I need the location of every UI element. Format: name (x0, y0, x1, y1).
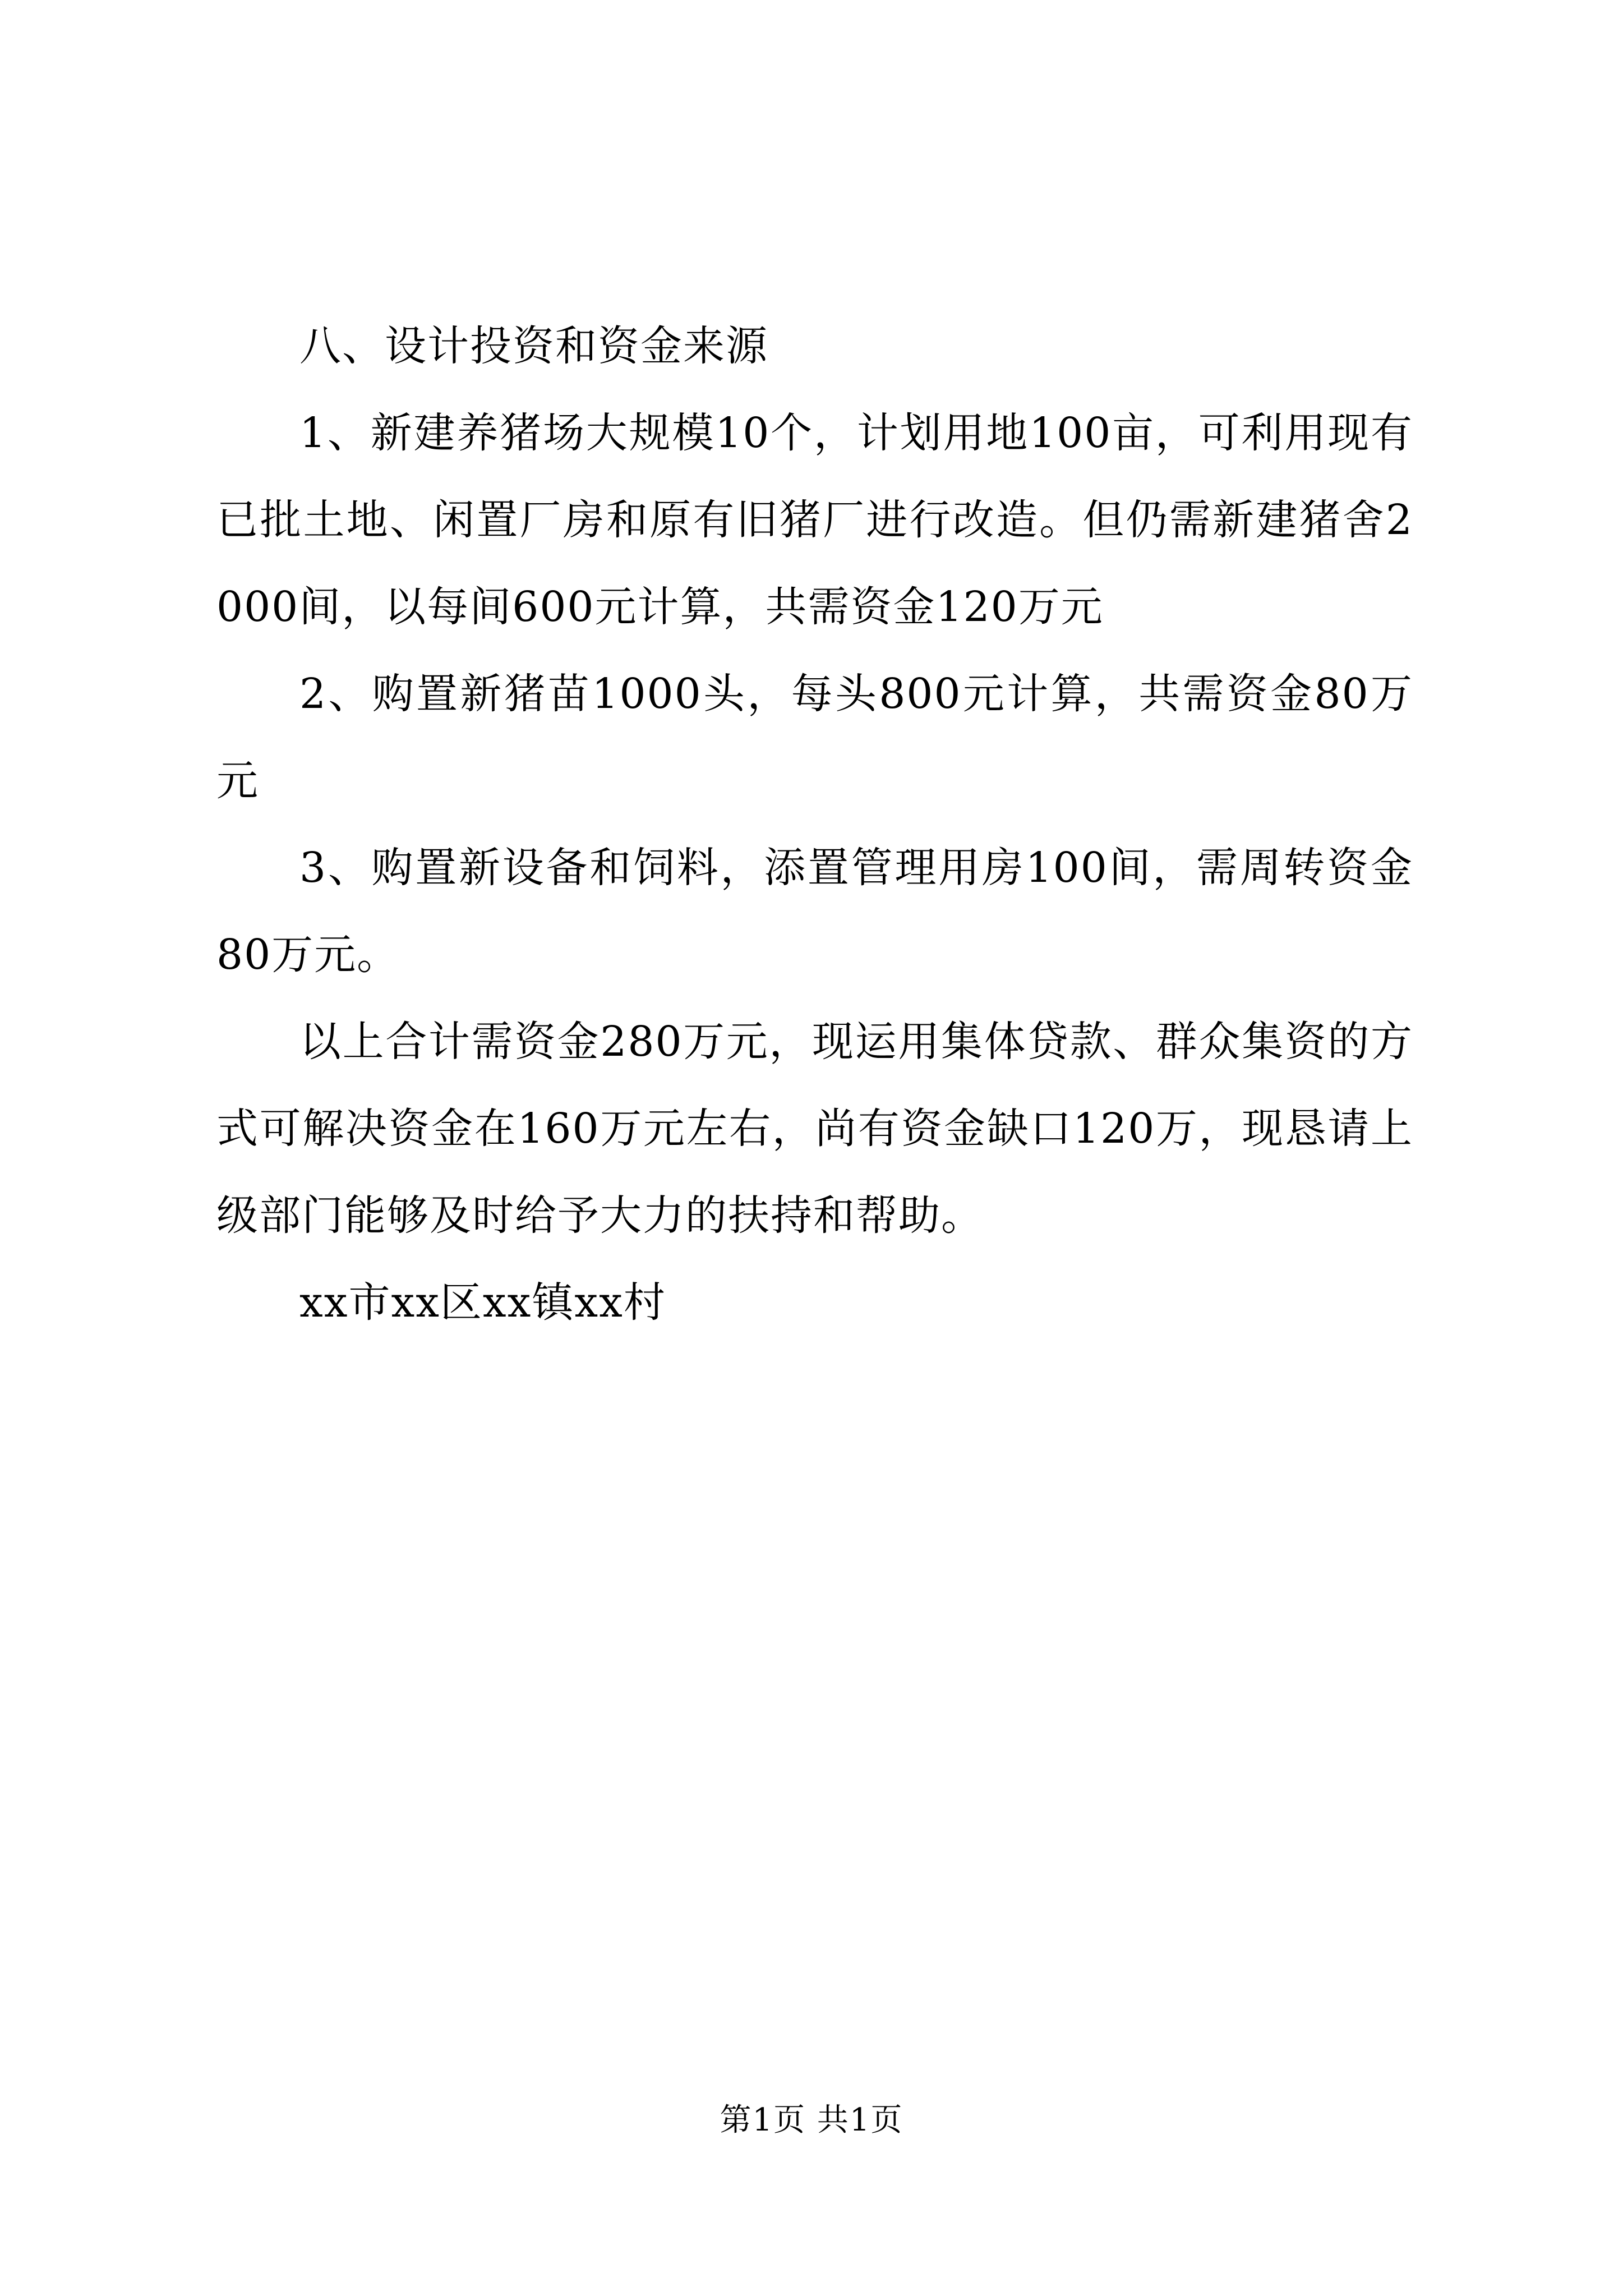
paragraph-summary: 以上合计需资金280万元，现运用集体贷款、群众集资的方式可解决资金在160万元左右，尚有资金缺口120万，现恳请上级部门能够及时给予大力的扶持和帮助。 (216, 1018, 1413, 1240)
section-heading: 八、设计投资和资金来源 (299, 322, 768, 370)
document-body (216, 303, 1413, 1346)
signature-location: xx市xx区xx镇xx村 (299, 1278, 666, 1327)
paragraph-item-1: 1、新建养猪场大规模10个，计划用地100亩，可利用现有已批土地、闲置厂房和原有旧猪厂进行改造。但仍需新建猪舍2000间，以每间600元计算，共需资金120万元 (216, 409, 1413, 631)
page-footer: 第1页 共1页 (720, 2102, 903, 2138)
paragraph-item-3: 3、购置新设备和饲料，添置管理用房100间，需周转资金80万元。 (216, 844, 1413, 979)
paragraph-item-2: 2、购置新猪苗1000头，每头800元计算，共需资金80万元 (216, 670, 1413, 805)
